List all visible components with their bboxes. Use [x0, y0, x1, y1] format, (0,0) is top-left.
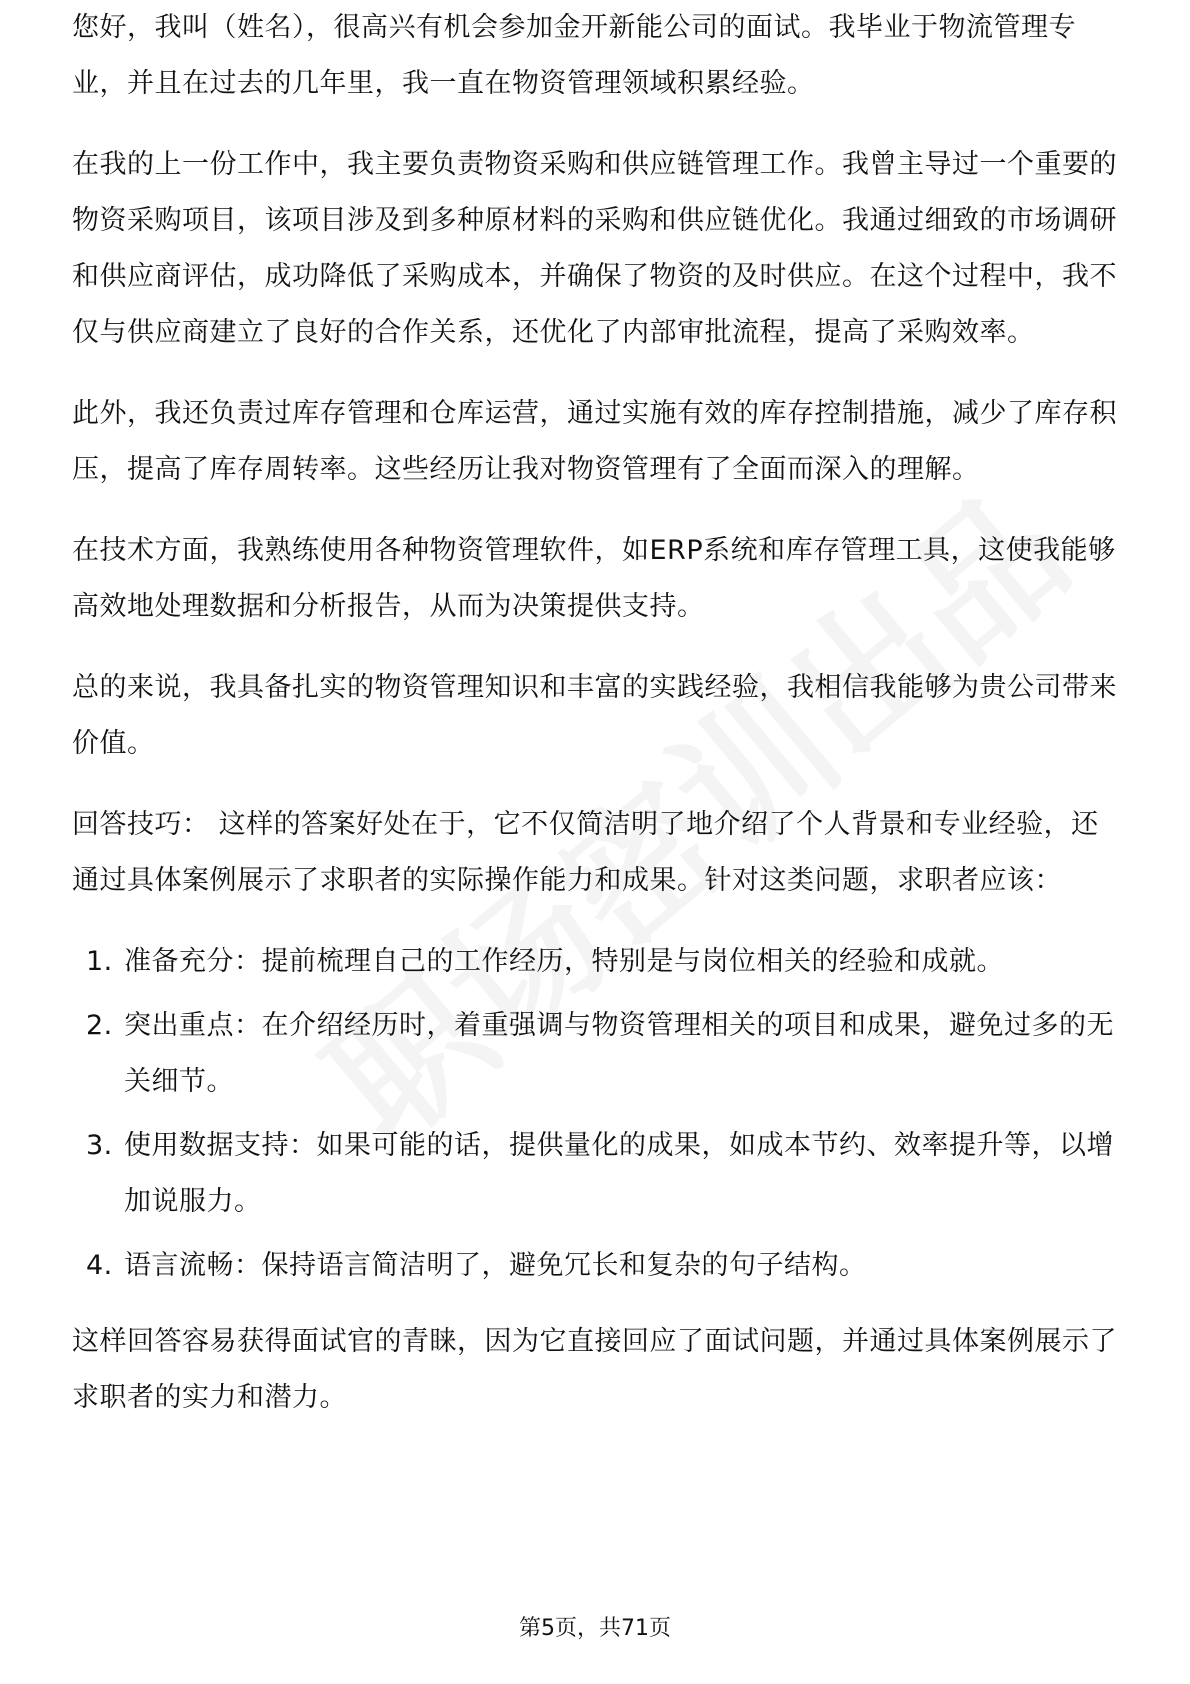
page-footer: 第5页，共71页	[519, 1616, 671, 1641]
paragraph-answer-tips: 回答技巧： 这样的答案好处在于，它不仅简洁明了地介绍了个人背景和专业经验，还通过具体案例展示了求职者的实际操作能力和成果。针对这类问题，求职者应该：	[72, 809, 1099, 896]
paragraph-experience: 在我的上一份工作中，我主要负责物资采购和供应链管理工作。我曾主导过一个重要的物资采购项目，该项目涉及到多种原材料的采购和供应链优化。我通过细致的市场调研和供应商评估，成功降低了采购成本，并确保了物资的及时供应。在这个过程中，我不仅与供应商建立了良好的合作关系，还优化了内部审批流程，提高了采购效率。	[72, 149, 1117, 348]
list-number: 3.	[86, 1130, 113, 1161]
tips-list	[72, 934, 1118, 1294]
list-text: 突出重点：在介绍经历时，着重强调与物资管理相关的项目和成果，避免过多的无关细节。	[124, 1010, 1114, 1097]
paragraph-summary: 总的来说，我具备扎实的物资管理知识和丰富的实践经验，我相信我能够为贵公司带来价值。	[72, 672, 1117, 759]
list-number: 1.	[86, 946, 113, 977]
list-number: 4.	[86, 1250, 113, 1281]
list-text: 准备充分：提前梳理自己的工作经历，特别是与岗位相关的经验和成就。	[124, 946, 1004, 977]
list-item	[72, 1238, 1118, 1294]
paragraph-inventory: 此外，我还负责过库存管理和仓库运营，通过实施有效的库存控制措施，减少了库存积压，提高了库存周转率。这些经历让我对物资管理有了全面而深入的理解。	[72, 398, 1117, 485]
list-text: 语言流畅：保持语言简洁明了，避免冗长和复杂的句子结构。	[124, 1250, 867, 1281]
list-item	[72, 934, 1118, 990]
list-item	[72, 998, 1118, 1110]
list-number: 2.	[86, 1010, 113, 1041]
paragraph-closing: 这样回答容易获得面试官的青睐，因为它直接回应了面试问题，并通过具体案例展示了求职者的实力和潜力。	[72, 1326, 1117, 1413]
list-item	[72, 1118, 1118, 1230]
paragraph-technical: 在技术方面，我熟练使用各种物资管理软件，如ERP系统和库存管理工具，这使我能够高效地处理数据和分析报告，从而为决策提供支持。	[72, 535, 1116, 622]
paragraph-intro: 您好，我叫（姓名），很高兴有机会参加金开新能公司的面试。我毕业于物流管理专业，并且在过去的几年里，我一直在物资管理领域积累经验。	[72, 12, 1076, 99]
list-text: 使用数据支持：如果可能的话，提供量化的成果，如成本节约、效率提升等，以增加说服力。	[124, 1130, 1114, 1217]
document-body	[72, 12, 1118, 1451]
